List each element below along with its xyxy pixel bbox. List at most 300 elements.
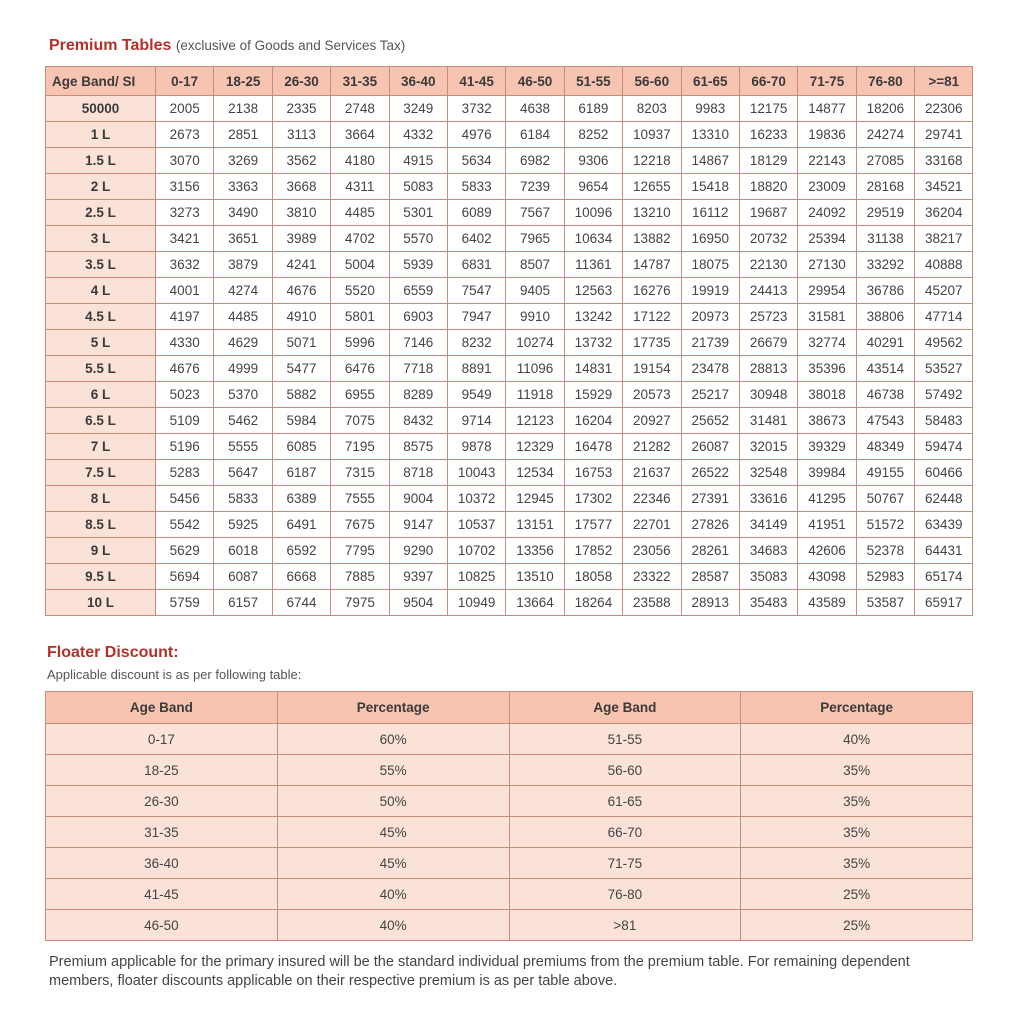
- premium-cell: 27826: [681, 512, 739, 538]
- premium-cell: 22130: [739, 252, 797, 278]
- premium-cell: 7975: [331, 590, 389, 616]
- premium-cell: 10537: [447, 512, 505, 538]
- premium-cell: 5542: [156, 512, 214, 538]
- floater-footnote: Premium applicable for the primary insured will be the standard individual premiums from the premium table. For remaining dependent members, floater discounts applicable on their respective premium is as per table above.: [49, 954, 910, 989]
- premium-cell: 9983: [681, 96, 739, 122]
- premium-cell: 6903: [389, 304, 447, 330]
- premium-cell: 34521: [915, 174, 973, 200]
- discount-age-band-cell: 56-60: [509, 755, 741, 786]
- premium-cell: 27130: [798, 252, 856, 278]
- premium-cell: 13242: [564, 304, 622, 330]
- discount-age-band-cell: 51-55: [509, 724, 741, 755]
- premium-cell: 36786: [856, 278, 914, 304]
- premium-cell: 26522: [681, 460, 739, 486]
- premium-cell: 6085: [272, 434, 330, 460]
- age-band-header: 46-50: [506, 67, 564, 96]
- premium-cell: 65174: [915, 564, 973, 590]
- premium-cell: 3273: [156, 200, 214, 226]
- sum-insured-label: 2.5 L: [46, 200, 156, 226]
- premium-cell: 45207: [915, 278, 973, 304]
- sum-insured-label: 8 L: [46, 486, 156, 512]
- premium-cell: 11918: [506, 382, 564, 408]
- premium-cell: 5520: [331, 278, 389, 304]
- premium-cell: 5694: [156, 564, 214, 590]
- discount-row: [46, 724, 973, 755]
- premium-cell: 23322: [623, 564, 681, 590]
- discount-age-band-cell: 76-80: [509, 879, 741, 910]
- premium-cell: 33168: [915, 148, 973, 174]
- premium-cell: 9549: [447, 382, 505, 408]
- discount-row: [46, 910, 973, 941]
- corner-header: Age Band/ SI: [46, 67, 156, 96]
- premium-cell: 5629: [156, 538, 214, 564]
- discount-row: [46, 755, 973, 786]
- premium-cell: 4910: [272, 304, 330, 330]
- premium-row: [46, 200, 973, 226]
- premium-cell: 16233: [739, 122, 797, 148]
- discount-header-row: [46, 692, 973, 724]
- premium-cell: 5939: [389, 252, 447, 278]
- premium-cell: 39984: [798, 460, 856, 486]
- premium-cell: 48349: [856, 434, 914, 460]
- premium-cell: 18206: [856, 96, 914, 122]
- age-band-header: 51-55: [564, 67, 622, 96]
- premium-row: [46, 278, 973, 304]
- premium-cell: 3070: [156, 148, 214, 174]
- premium-cell: 16950: [681, 226, 739, 252]
- premium-cell: 65917: [915, 590, 973, 616]
- premium-cell: 12175: [739, 96, 797, 122]
- premium-cell: 29519: [856, 200, 914, 226]
- premium-cell: 7239: [506, 174, 564, 200]
- discount-age-band-cell: 46-50: [46, 910, 278, 941]
- premium-cell: 6187: [272, 460, 330, 486]
- premium-cell: 25652: [681, 408, 739, 434]
- age-band-header: 36-40: [389, 67, 447, 96]
- discount-percentage-cell: 45%: [277, 817, 509, 848]
- premium-cell: 6157: [214, 590, 272, 616]
- premium-row: [46, 382, 973, 408]
- sum-insured-label: 1.5 L: [46, 148, 156, 174]
- discount-row: [46, 848, 973, 879]
- premium-cell: 8289: [389, 382, 447, 408]
- age-band-header: 0-17: [156, 67, 214, 96]
- premium-cell: 47714: [915, 304, 973, 330]
- premium-cell: 5570: [389, 226, 447, 252]
- premium-cell: 28168: [856, 174, 914, 200]
- age-band-header: 31-35: [331, 67, 389, 96]
- premium-cell: 10043: [447, 460, 505, 486]
- premium-cell: 2851: [214, 122, 272, 148]
- premium-cell: 29741: [915, 122, 973, 148]
- premium-cell: 19687: [739, 200, 797, 226]
- premium-cell: 34149: [739, 512, 797, 538]
- age-band-header: 61-65: [681, 67, 739, 96]
- premium-cell: 40888: [915, 252, 973, 278]
- premium-cell: 52378: [856, 538, 914, 564]
- sum-insured-label: 3 L: [46, 226, 156, 252]
- premium-cell: 5109: [156, 408, 214, 434]
- premium-cell: 5283: [156, 460, 214, 486]
- premium-cell: 4629: [214, 330, 272, 356]
- premium-cell: 18075: [681, 252, 739, 278]
- premium-cell: 46738: [856, 382, 914, 408]
- premium-cell: 5004: [331, 252, 389, 278]
- discount-header-age-band-left: Age Band: [46, 692, 278, 724]
- sum-insured-label: 1 L: [46, 122, 156, 148]
- premium-cell: 4976: [447, 122, 505, 148]
- premium-cell: 24274: [856, 122, 914, 148]
- discount-percentage-cell: 35%: [741, 755, 973, 786]
- premium-cell: 5196: [156, 434, 214, 460]
- premium-cell: 5301: [389, 200, 447, 226]
- premium-cell: 8432: [389, 408, 447, 434]
- discount-row: [46, 879, 973, 910]
- premium-row: [46, 226, 973, 252]
- discount-header-age-band-right: Age Band: [509, 692, 741, 724]
- discount-row: [46, 817, 973, 848]
- premium-cell: 32548: [739, 460, 797, 486]
- premium-cell: 4311: [331, 174, 389, 200]
- premium-cell: 13356: [506, 538, 564, 564]
- premium-cell: 3879: [214, 252, 272, 278]
- premium-cell: 8891: [447, 356, 505, 382]
- premium-row: [46, 252, 973, 278]
- premium-cell: 5023: [156, 382, 214, 408]
- premium-cell: 29954: [798, 278, 856, 304]
- premium-cell: 18058: [564, 564, 622, 590]
- floater-discount-table: [45, 691, 973, 941]
- premium-cell: 23056: [623, 538, 681, 564]
- premium-cell: 9004: [389, 486, 447, 512]
- premium-cell: 9878: [447, 434, 505, 460]
- discount-age-band-cell: 41-45: [46, 879, 278, 910]
- premium-cell: 13151: [506, 512, 564, 538]
- premium-cell: 4676: [156, 356, 214, 382]
- premium-cell: 30948: [739, 382, 797, 408]
- premium-cell: 6389: [272, 486, 330, 512]
- premium-cell: 4330: [156, 330, 214, 356]
- premium-cell: 13510: [506, 564, 564, 590]
- premium-cell: 17302: [564, 486, 622, 512]
- premium-cell: 5925: [214, 512, 272, 538]
- premium-cell: 18820: [739, 174, 797, 200]
- premium-cell: 7075: [331, 408, 389, 434]
- premium-cell: 12655: [623, 174, 681, 200]
- discount-percentage-cell: 40%: [277, 910, 509, 941]
- premium-cell: 6831: [447, 252, 505, 278]
- discount-row: [46, 786, 973, 817]
- premium-cell: 22143: [798, 148, 856, 174]
- premium-cell: 62448: [915, 486, 973, 512]
- premium-cell: 28813: [739, 356, 797, 382]
- premium-cell: 13210: [623, 200, 681, 226]
- premium-cell: 4915: [389, 148, 447, 174]
- premium-cell: 6559: [389, 278, 447, 304]
- premium-cell: 20573: [623, 382, 681, 408]
- age-band-header: 26-30: [272, 67, 330, 96]
- premium-cell: 22306: [915, 96, 973, 122]
- premium-cell: 5462: [214, 408, 272, 434]
- premium-cell: 8718: [389, 460, 447, 486]
- premium-cell: 13732: [564, 330, 622, 356]
- premium-cell: 3562: [272, 148, 330, 174]
- floater-discount-title: Floater Discount:: [47, 644, 179, 661]
- premium-cell: 47543: [856, 408, 914, 434]
- premium-cell: 5833: [447, 174, 505, 200]
- premium-row: [46, 486, 973, 512]
- premium-cell: 2005: [156, 96, 214, 122]
- premium-cell: 16753: [564, 460, 622, 486]
- discount-percentage-cell: 35%: [741, 848, 973, 879]
- premium-cell: 5996: [331, 330, 389, 356]
- age-band-header: >=81: [915, 67, 973, 96]
- sum-insured-label: 6 L: [46, 382, 156, 408]
- sum-insured-label: 8.5 L: [46, 512, 156, 538]
- premium-cell: 38217: [915, 226, 973, 252]
- premium-cell: 4332: [389, 122, 447, 148]
- premium-cell: 3490: [214, 200, 272, 226]
- premium-cell: 5801: [331, 304, 389, 330]
- premium-cell: 19836: [798, 122, 856, 148]
- age-band-header: 66-70: [739, 67, 797, 96]
- premium-cell: 11096: [506, 356, 564, 382]
- sum-insured-label: 7.5 L: [46, 460, 156, 486]
- premium-cell: 34683: [739, 538, 797, 564]
- premium-cell: 7315: [331, 460, 389, 486]
- premium-cell: 4241: [272, 252, 330, 278]
- premium-table: [45, 66, 973, 616]
- age-band-header: 71-75: [798, 67, 856, 96]
- discount-age-band-cell: 18-25: [46, 755, 278, 786]
- sum-insured-label: 4 L: [46, 278, 156, 304]
- premium-cell: 24413: [739, 278, 797, 304]
- premium-cell: 12218: [623, 148, 681, 174]
- premium-cell: 2335: [272, 96, 330, 122]
- premium-cell: 7965: [506, 226, 564, 252]
- sum-insured-label: 5 L: [46, 330, 156, 356]
- premium-cell: 3156: [156, 174, 214, 200]
- premium-cell: 3668: [272, 174, 330, 200]
- premium-row: [46, 330, 973, 356]
- age-band-header: 41-45: [447, 67, 505, 96]
- premium-cell: 3632: [156, 252, 214, 278]
- premium-header-row: [46, 67, 973, 96]
- premium-cell: 19154: [623, 356, 681, 382]
- discount-age-band-cell: >81: [509, 910, 741, 941]
- age-band-header: 18-25: [214, 67, 272, 96]
- premium-tables-title: Premium Tables: [49, 37, 172, 54]
- premium-cell: 6982: [506, 148, 564, 174]
- premium-cell: 53527: [915, 356, 973, 382]
- premium-cell: 42606: [798, 538, 856, 564]
- premium-cell: 32774: [798, 330, 856, 356]
- premium-table-body: [46, 96, 973, 616]
- premium-cell: 6018: [214, 538, 272, 564]
- premium-cell: 21739: [681, 330, 739, 356]
- premium-cell: 7195: [331, 434, 389, 460]
- premium-cell: 5634: [447, 148, 505, 174]
- premium-cell: 12945: [506, 486, 564, 512]
- premium-cell: 12123: [506, 408, 564, 434]
- premium-row: [46, 174, 973, 200]
- premium-cell: 33616: [739, 486, 797, 512]
- premium-cell: 5555: [214, 434, 272, 460]
- premium-row: [46, 148, 973, 174]
- discount-age-band-cell: 26-30: [46, 786, 278, 817]
- premium-cell: 5984: [272, 408, 330, 434]
- premium-cell: 9405: [506, 278, 564, 304]
- premium-tables-heading: [49, 37, 405, 55]
- premium-cell: 5071: [272, 330, 330, 356]
- premium-cell: 5759: [156, 590, 214, 616]
- premium-cell: 18264: [564, 590, 622, 616]
- premium-cell: 5370: [214, 382, 272, 408]
- premium-cell: 6955: [331, 382, 389, 408]
- premium-cell: 27085: [856, 148, 914, 174]
- premium-cell: 6189: [564, 96, 622, 122]
- premium-cell: 19919: [681, 278, 739, 304]
- premium-cell: 32015: [739, 434, 797, 460]
- discount-age-band-cell: 66-70: [509, 817, 741, 848]
- premium-cell: 24092: [798, 200, 856, 226]
- premium-cell: 7567: [506, 200, 564, 226]
- premium-cell: 12534: [506, 460, 564, 486]
- premium-cell: 25217: [681, 382, 739, 408]
- discount-percentage-cell: 45%: [277, 848, 509, 879]
- discount-header-percentage-right: Percentage: [741, 692, 973, 724]
- premium-cell: 3989: [272, 226, 330, 252]
- premium-cell: 3651: [214, 226, 272, 252]
- premium-cell: 31481: [739, 408, 797, 434]
- premium-cell: 15418: [681, 174, 739, 200]
- premium-cell: 21282: [623, 434, 681, 460]
- age-band-header: 56-60: [623, 67, 681, 96]
- premium-cell: 10372: [447, 486, 505, 512]
- premium-row: [46, 304, 973, 330]
- discount-percentage-cell: 55%: [277, 755, 509, 786]
- premium-cell: 35396: [798, 356, 856, 382]
- premium-cell: 6476: [331, 356, 389, 382]
- premium-cell: 14867: [681, 148, 739, 174]
- premium-cell: 43589: [798, 590, 856, 616]
- premium-row: [46, 356, 973, 382]
- premium-cell: 20927: [623, 408, 681, 434]
- premium-cell: 7146: [389, 330, 447, 356]
- premium-cell: 16204: [564, 408, 622, 434]
- premium-row: [46, 538, 973, 564]
- premium-cell: 41295: [798, 486, 856, 512]
- premium-row: [46, 408, 973, 434]
- premium-cell: 4676: [272, 278, 330, 304]
- premium-cell: 10825: [447, 564, 505, 590]
- sum-insured-label: 4.5 L: [46, 304, 156, 330]
- premium-cell: 5647: [214, 460, 272, 486]
- premium-cell: 3810: [272, 200, 330, 226]
- premium-cell: 23588: [623, 590, 681, 616]
- premium-cell: 38018: [798, 382, 856, 408]
- premium-cell: 21637: [623, 460, 681, 486]
- premium-cell: 28587: [681, 564, 739, 590]
- premium-cell: 16478: [564, 434, 622, 460]
- premium-cell: 7675: [331, 512, 389, 538]
- premium-cell: 40291: [856, 330, 914, 356]
- premium-cell: 3363: [214, 174, 272, 200]
- premium-cell: 2748: [331, 96, 389, 122]
- premium-cell: 9147: [389, 512, 447, 538]
- premium-cell: 33292: [856, 252, 914, 278]
- premium-cell: 2138: [214, 96, 272, 122]
- sum-insured-label: 6.5 L: [46, 408, 156, 434]
- premium-cell: 4702: [331, 226, 389, 252]
- discount-age-band-cell: 31-35: [46, 817, 278, 848]
- discount-percentage-cell: 40%: [741, 724, 973, 755]
- floater-discount-intro: Applicable discount is as per following table:: [47, 667, 302, 682]
- premium-cell: 10634: [564, 226, 622, 252]
- premium-cell: 9504: [389, 590, 447, 616]
- premium-cell: 14877: [798, 96, 856, 122]
- premium-cell: 9306: [564, 148, 622, 174]
- premium-row: [46, 460, 973, 486]
- premium-cell: 49562: [915, 330, 973, 356]
- premium-cell: 50767: [856, 486, 914, 512]
- sum-insured-label: 3.5 L: [46, 252, 156, 278]
- sum-insured-label: 50000: [46, 96, 156, 122]
- premium-cell: 16112: [681, 200, 739, 226]
- premium-cell: 3113: [272, 122, 330, 148]
- premium-cell: 10702: [447, 538, 505, 564]
- premium-cell: 35483: [739, 590, 797, 616]
- premium-cell: 12329: [506, 434, 564, 460]
- premium-cell: 31581: [798, 304, 856, 330]
- premium-cell: 59474: [915, 434, 973, 460]
- premium-cell: 7947: [447, 304, 505, 330]
- premium-cell: 35083: [739, 564, 797, 590]
- premium-cell: 8575: [389, 434, 447, 460]
- age-band-header: 76-80: [856, 67, 914, 96]
- premium-cell: 8232: [447, 330, 505, 356]
- premium-cell: 4274: [214, 278, 272, 304]
- premium-cell: 8507: [506, 252, 564, 278]
- premium-cell: 18129: [739, 148, 797, 174]
- premium-cell: 6089: [447, 200, 505, 226]
- discount-percentage-cell: 35%: [741, 786, 973, 817]
- premium-cell: 2673: [156, 122, 214, 148]
- premium-cell: 22701: [623, 512, 681, 538]
- discount-percentage-cell: 35%: [741, 817, 973, 848]
- premium-cell: 57492: [915, 382, 973, 408]
- premium-cell: 43098: [798, 564, 856, 590]
- premium-tables-subtitle: (exclusive of Goods and Services Tax): [175, 38, 406, 53]
- premium-cell: 49155: [856, 460, 914, 486]
- premium-cell: 15929: [564, 382, 622, 408]
- premium-cell: 20732: [739, 226, 797, 252]
- premium-cell: 4485: [331, 200, 389, 226]
- premium-cell: 6592: [272, 538, 330, 564]
- premium-cell: 14787: [623, 252, 681, 278]
- premium-cell: 17852: [564, 538, 622, 564]
- premium-cell: 58483: [915, 408, 973, 434]
- premium-cell: 4485: [214, 304, 272, 330]
- premium-cell: 25394: [798, 226, 856, 252]
- premium-cell: 6087: [214, 564, 272, 590]
- sum-insured-label: 5.5 L: [46, 356, 156, 382]
- premium-cell: 9654: [564, 174, 622, 200]
- premium-cell: 3249: [389, 96, 447, 122]
- premium-cell: 28913: [681, 590, 739, 616]
- discount-percentage-cell: 25%: [741, 879, 973, 910]
- premium-row: [46, 122, 973, 148]
